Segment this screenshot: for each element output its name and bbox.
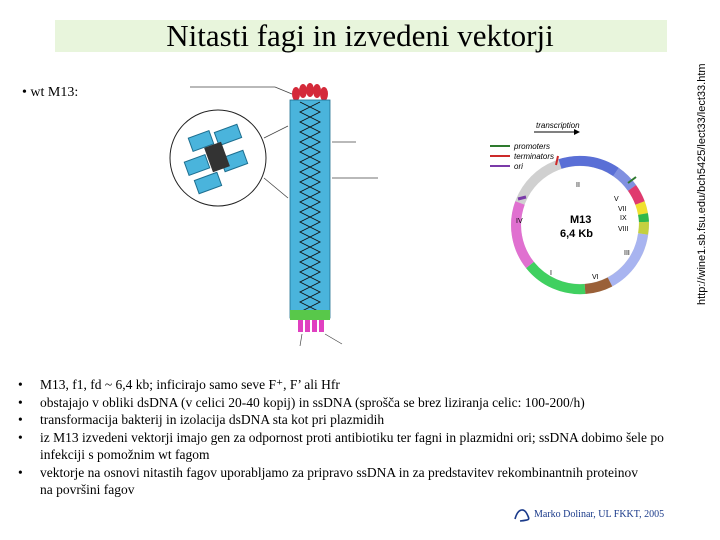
page-title: Nitasti fagi in izvedeni vektorji	[166, 18, 554, 53]
label-VI: VI	[592, 274, 599, 281]
genome-ring	[516, 156, 644, 289]
bullet-list	[18, 376, 698, 499]
gene-IV	[516, 203, 530, 265]
m13-genome-map	[490, 100, 690, 315]
phage-diagram	[160, 78, 390, 358]
label-VII: VII	[618, 206, 627, 213]
legend-promoters: promoters	[514, 142, 551, 151]
author-credit: Marko Dolinar, UL FKKT, 2005	[534, 509, 665, 520]
gene-VII	[640, 203, 643, 214]
wt-bullet: • wt M13:	[22, 85, 79, 100]
gene-V	[632, 188, 640, 203]
label-II: II	[576, 182, 580, 189]
legend-ori: ori	[514, 162, 523, 171]
bottom-band	[290, 310, 330, 320]
legend-terminators: terminators	[514, 152, 555, 161]
gene-VI	[585, 282, 610, 289]
tip-proteins-bottom	[298, 320, 324, 332]
label-IX: IX	[620, 215, 627, 222]
gene-VIII	[643, 222, 644, 234]
list-item: • transformacija bakterij in izolacija dsDNA sta kot pri plazmidih	[18, 412, 385, 427]
author-logo-icon	[512, 504, 532, 524]
list-item: • iz M13 izvedeni vektorji imajo gen za odpornost proti antibiotiku ter fagni in plazmidni ori; ssDNA dobimo šele po infekciji s pomožnim wt fagom	[18, 429, 664, 462]
label-V: V	[614, 196, 619, 203]
phage-capsid	[290, 100, 330, 318]
gene-X	[616, 172, 632, 188]
label-III: III	[624, 250, 630, 257]
gene-III	[610, 234, 643, 282]
plasmid-name: M13	[570, 214, 592, 226]
gene-IX	[643, 214, 644, 222]
list-item: • vektorje na osnovi nitastih fagov uporabljamo za pripravo ssDNA in za predstavitev rekombinantnih proteinov na površini fagov	[18, 464, 638, 497]
label-VIII: VIII	[618, 226, 629, 233]
wt-label: wt M13:	[30, 85, 79, 100]
list-item: • M13, f1, fd ~ 6,4 kb; inficirajo samo seve F⁺, F’ ali Hfr	[18, 377, 340, 392]
source-url: http://wine1.sb.fsu.edu/bch5425/lect33/lect33.htm	[696, 63, 708, 305]
tip-proteins-top	[292, 83, 328, 101]
plasmid-size: 6,4 Kb	[560, 228, 594, 240]
list-item: • obstajajo v obliki dsDNA (v celici 20-40 kopij) in ssDNA (sprošča se brez liziranja celic: 100-200/h)	[18, 394, 585, 410]
transcription-label: transcription	[536, 121, 580, 130]
gene-I	[530, 265, 585, 289]
label-I: I	[550, 270, 552, 277]
label-IV: IV	[516, 218, 523, 225]
